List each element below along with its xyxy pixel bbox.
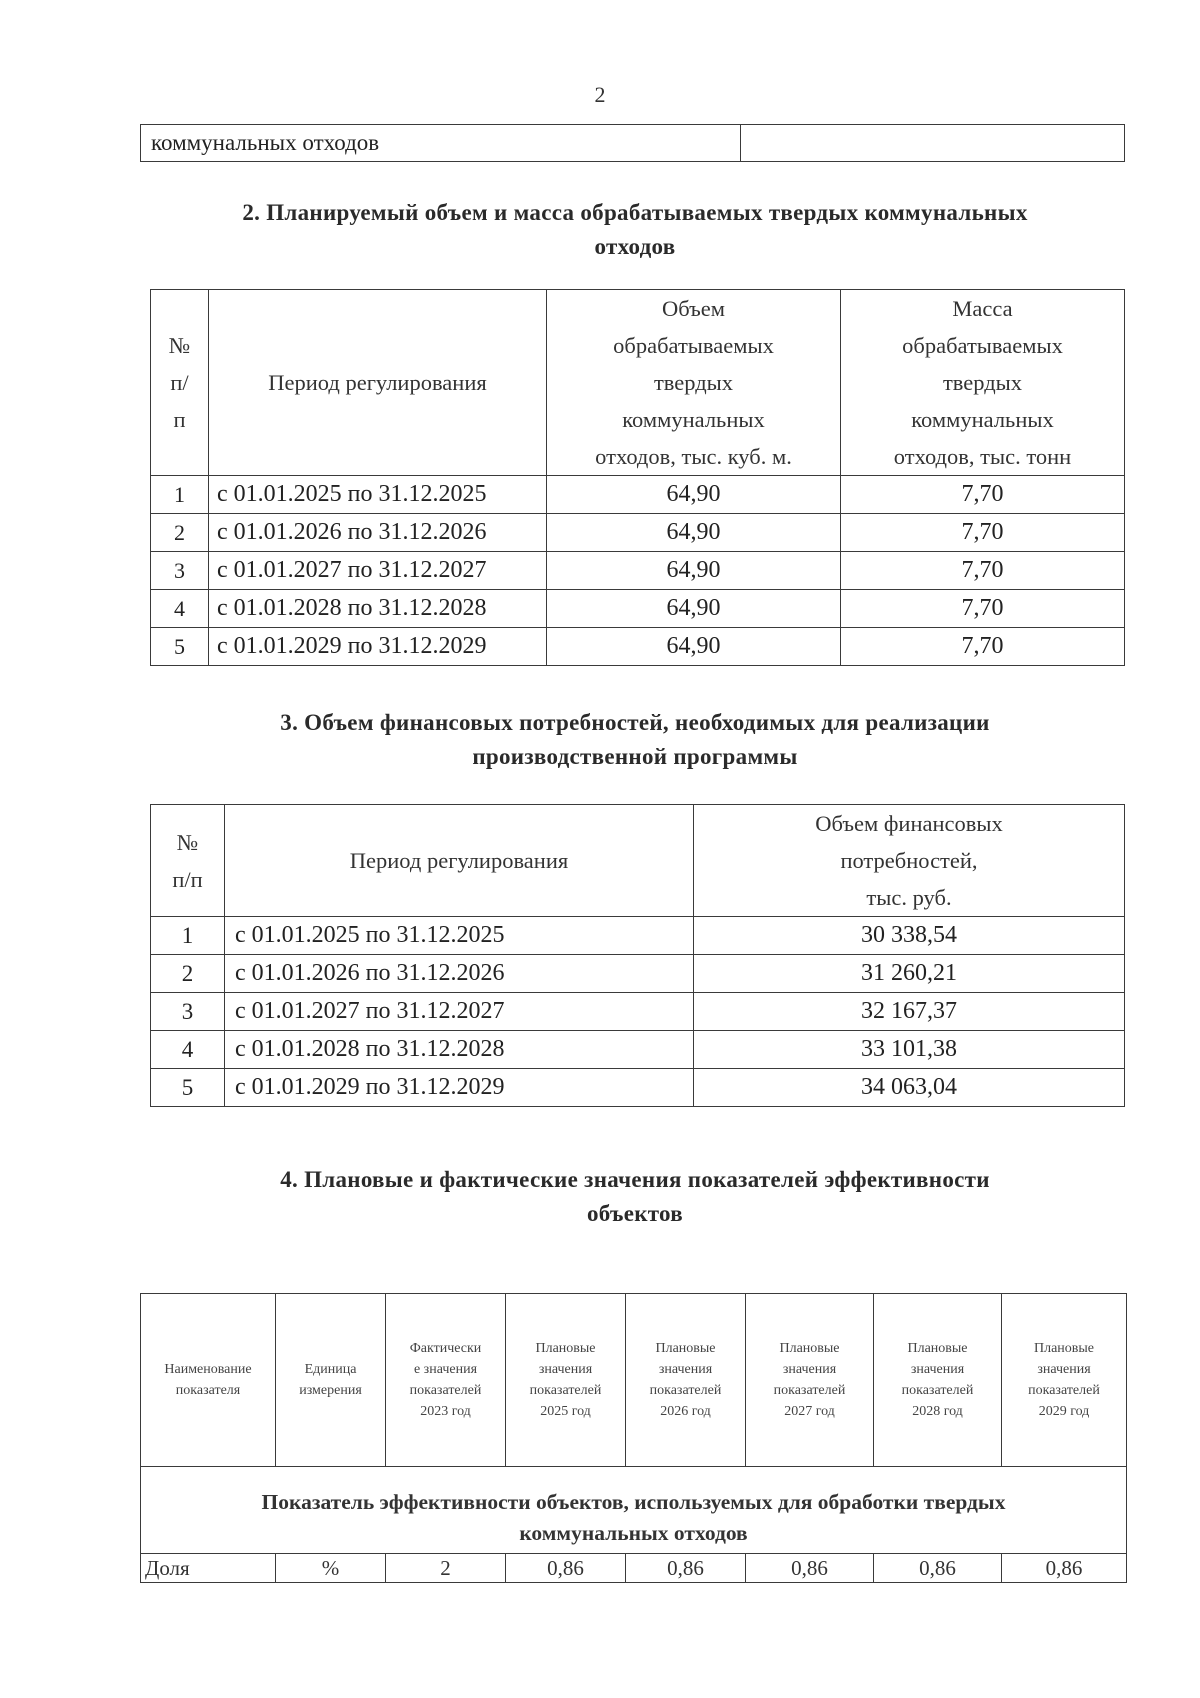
continuation-table [140,124,1125,162]
section2-heading-line1: 2. Планируемый объем и масса обрабатываемых твердых коммунальных [242,200,1028,225]
section3-heading-line1: 3. Объем финансовых потребностей, необходимых для реализации [280,710,990,735]
continuation-value [741,125,1125,162]
col-header-unit: Единица измерения [276,1294,386,1467]
row-number: 2 [151,514,209,552]
row-volume: 64,90 [547,552,841,590]
row-number: 1 [151,917,225,955]
row-period: с 01.01.2025 по 31.12.2025 [209,476,547,514]
row-value: 32 167,37 [694,993,1125,1031]
row-number: 4 [151,1031,225,1069]
plan-2027-value: 0,86 [746,1554,874,1583]
table-row [151,476,1125,514]
table-header-row [141,1294,1127,1467]
indicator-unit: % [276,1554,386,1583]
row-number: 5 [151,628,209,666]
financial-needs-table [150,804,1125,1107]
row-value: 30 338,54 [694,917,1125,955]
table-row [151,590,1125,628]
col-header-actual-2023: Фактически е значения показателей 2023 год [386,1294,506,1467]
row-period: с 01.01.2029 по 31.12.2029 [225,1069,694,1107]
row-number: 5 [151,1069,225,1107]
section2-heading-line2: отходов [594,234,676,259]
section4-heading-line2: объектов [586,1201,684,1226]
table-row [151,955,1125,993]
row-number: 4 [151,590,209,628]
indicator-name: Доля [141,1554,276,1583]
row-mass: 7,70 [841,476,1125,514]
col-header-mass: Масса обрабатываемых твердых коммунальных отходов, тыс. тонн [841,290,1125,476]
indicator-section-title: Показатель эффективности объектов, используемых для обработки твердых коммунальных отходов [141,1467,1127,1554]
col-header-plan-2027: Плановые значения показателей 2027 год [746,1294,874,1467]
row-volume: 64,90 [547,628,841,666]
plan-2028-value: 0,86 [874,1554,1002,1583]
row-value: 31 260,21 [694,955,1125,993]
row-volume: 64,90 [547,476,841,514]
row-period: с 01.01.2026 по 31.12.2026 [225,955,694,993]
row-number: 1 [151,476,209,514]
col-header-volume: Объем обрабатываемых твердых коммунальных отходов, тыс. куб. м. [547,290,841,476]
table-row [151,514,1125,552]
efficiency-indicators-table [140,1293,1127,1583]
row-value: 33 101,38 [694,1031,1125,1069]
row-period: с 01.01.2026 по 31.12.2026 [209,514,547,552]
col-header-plan-2029: Плановые значения показателей 2029 год [1002,1294,1127,1467]
col-header-period: Период регулирования [225,805,694,917]
section2-heading [140,196,1130,264]
row-period: с 01.01.2028 по 31.12.2028 [225,1031,694,1069]
plan-2025-value: 0,86 [506,1554,626,1583]
table-section-row [141,1467,1127,1554]
table-header-row [151,290,1125,476]
plan-2029-value: 0,86 [1002,1554,1127,1583]
section3-heading [140,706,1130,774]
col-header-num: № п/ п [151,290,209,476]
row-volume: 64,90 [547,590,841,628]
table-row [151,917,1125,955]
actual-2023-value: 2 [386,1554,506,1583]
table-header-row [151,805,1125,917]
row-period: с 01.01.2029 по 31.12.2029 [209,628,547,666]
table-row [151,628,1125,666]
table-row [141,1554,1127,1583]
col-header-finance: Объем финансовых потребностей, тыс. руб. [694,805,1125,917]
page-number: 2 [594,82,606,107]
row-mass: 7,70 [841,552,1125,590]
table-row [151,552,1125,590]
col-header-plan-2025: Плановые значения показателей 2025 год [506,1294,626,1467]
col-header-period: Период регулирования [209,290,547,476]
col-header-num: № п/п [151,805,225,917]
row-volume: 64,90 [547,514,841,552]
row-period: с 01.01.2027 по 31.12.2027 [209,552,547,590]
row-number: 3 [151,552,209,590]
section4-heading [140,1163,1130,1231]
row-period: с 01.01.2027 по 31.12.2027 [225,993,694,1031]
table-row [151,1031,1125,1069]
row-mass: 7,70 [841,514,1125,552]
plan-2026-value: 0,86 [626,1554,746,1583]
continuation-label: коммунальных отходов [141,125,741,162]
row-number: 3 [151,993,225,1031]
col-header-plan-2026: Плановые значения показателей 2026 год [626,1294,746,1467]
table-row [141,125,1125,162]
section4-heading-line1: 4. Плановые и фактические значения показателей эффективности [280,1167,990,1192]
row-mass: 7,70 [841,628,1125,666]
planned-volume-table [150,289,1125,666]
section3-heading-line2: производственной программы [472,744,798,769]
table-row [151,993,1125,1031]
row-value: 34 063,04 [694,1069,1125,1107]
row-number: 2 [151,955,225,993]
col-header-plan-2028: Плановые значения показателей 2028 год [874,1294,1002,1467]
col-header-indicator-name: Наименование показателя [141,1294,276,1467]
table-row [151,1069,1125,1107]
row-period: с 01.01.2028 по 31.12.2028 [209,590,547,628]
row-mass: 7,70 [841,590,1125,628]
row-period: с 01.01.2025 по 31.12.2025 [225,917,694,955]
